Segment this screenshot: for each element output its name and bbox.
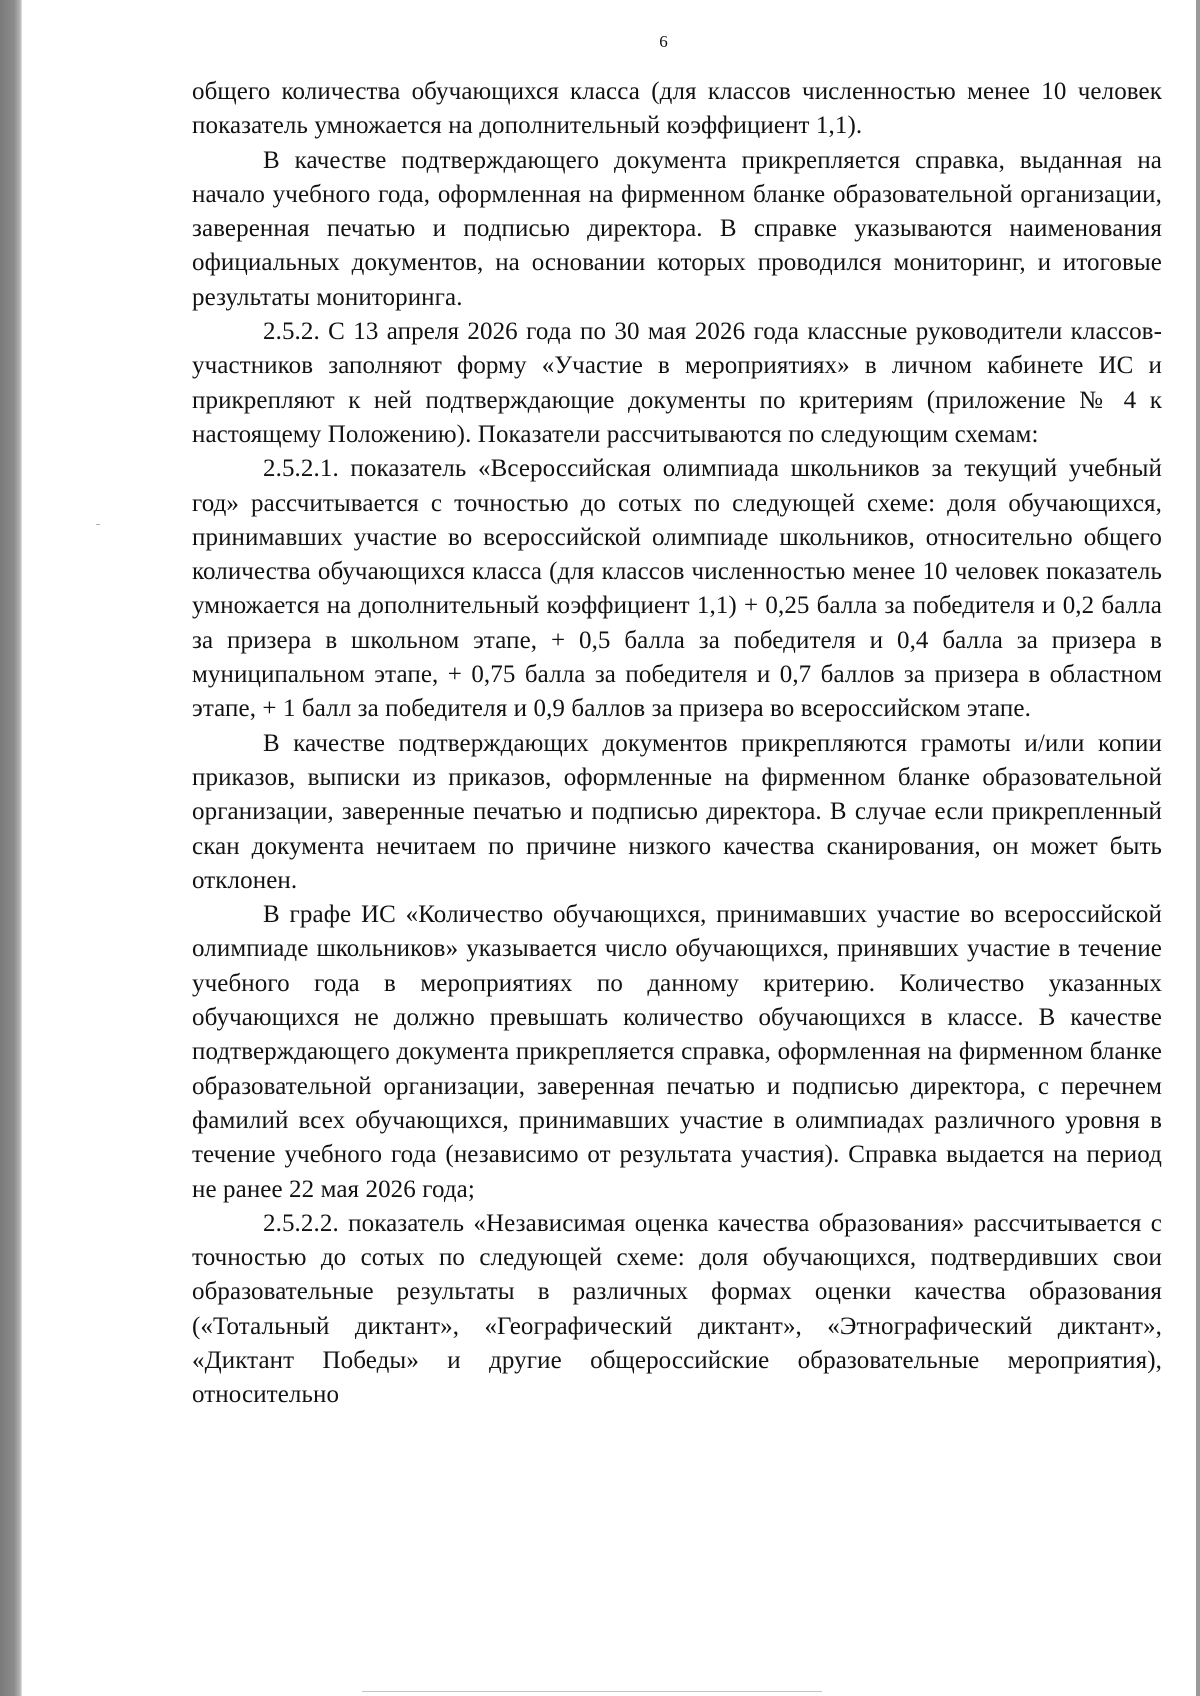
scan-line-bottom xyxy=(362,1691,822,1692)
paragraph-1: общего количества обучающихся класса (для классов численностью менее 10 человек показатель умножается на дополнительный коэффициент 1,1). xyxy=(192,78,1162,140)
scan-left-edge xyxy=(0,0,22,1696)
paragraph-5: В качестве подтверждающих документов прикрепляются грамоты и/или копии приказов, выписки из приказов, оформленные на фирменном бланке образовательной организации, заверенные печатью и подписью директора. В случае если прикрепленный скан документа нечитаем по причине низкого качества сканирования, он может быть отклонен. xyxy=(192,729,1162,894)
scan-right-edge xyxy=(1196,0,1200,1696)
document-page xyxy=(22,0,1196,1696)
paragraph-2: В качестве подтверждающего документа прикрепляется справка, выданная на начало учебного года, оформленная на фирменном бланке образовательной организации, заверенная печатью и подписью директора. В справке указываются наименования официальных документов, на основании которых проводился мониторинг, и итоговые результаты мониторинга. xyxy=(192,146,1162,311)
paragraph-4: 2.5.2.1. показатель «Всероссийская олимпиада школьников за текущий учебный год» рассчитывается с точностью до сотых по следующей схеме: доля обучающихся, принимавших участие во всероссийской олимпиаде школьников, относительно общего количества обучающихся класса (для классов численностью менее 10 человек показатель умножается на дополнительный коэффициент 1,1) + 0,25 балла за победителя и 0,2 балла за призера в школьном этапе, + 0,5 балла за победителя и 0,4 балла за призера в муниципальном этапе, + 0,75 балла за победителя и 0,7 баллов за призера в областном этапе, + 1 балл за победителя и 0,9 баллов за призера во всероссийском этапе. xyxy=(192,455,1162,723)
paragraph-3: 2.5.2. С 13 апреля 2026 года по 30 мая 2026 года классные руководители классов-участников заполняют форму «Участие в мероприятиях» в личном кабинете ИС и прикрепляют к ней подтверждающие документы по критериям (приложение № 4 к настоящему Положению). Показатели рассчитываются по следующим схемам: xyxy=(192,318,1162,448)
document-body xyxy=(192,75,1162,1413)
paragraph-6: В графе ИС «Количество обучающихся, принимавших участие во всероссийской олимпиаде школьников» указывается число обучающихся, принявших участие в течение учебного года в мероприятиях по данному критерию. Количество указанных обучающихся не должно превышать количество обучающихся в классе. В качестве подтверждающего документа прикрепляется справка, оформленная на фирменном бланке образовательной организации, заверенная печатью и подписью директора, с перечнем фамилий всех обучающихся, принимавших участие в олимпиадах различного уровня в течение учебного года (независимо от результата участия). Справка выдается на период не ранее 22 мая 2026 года; xyxy=(192,901,1162,1203)
paragraph-7: 2.5.2.2. показатель «Независимая оценка качества образования» рассчитывается с точностью до сотых по следующей схеме: доля обучающихся, подтвердивших свои образовательные результаты в различных формах оценки качества образования («Тотальный диктант», «Географический диктант», «Этнографический диктант», «Диктант Победы» и другие общероссийские образовательные мероприятия), относительно xyxy=(192,1209,1162,1409)
scan-speck xyxy=(96,524,100,525)
page-number: 6 xyxy=(659,32,668,51)
